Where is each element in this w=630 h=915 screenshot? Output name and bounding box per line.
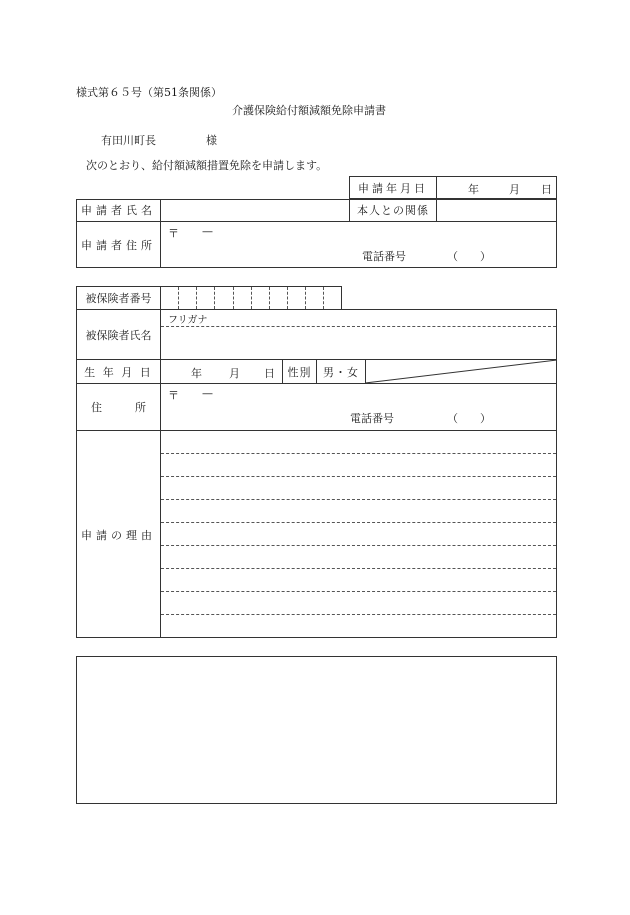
insured-phone-label: 電話番号 — [350, 412, 394, 425]
gender-options[interactable]: 男・女 — [323, 365, 359, 379]
insured-number-label: 被保険者番号 — [85, 292, 152, 305]
insured-address-label: 住 所 — [91, 401, 146, 414]
applicant-phone-parens[interactable]: （ ） — [447, 250, 491, 263]
addressee — [101, 132, 217, 148]
applicant-postal-dash: — — [202, 225, 213, 238]
birth-month[interactable]: 月 — [229, 367, 240, 380]
relation-field[interactable] — [437, 200, 556, 221]
birth-year[interactable]: 年 — [191, 367, 202, 380]
applicant-address-field[interactable] — [161, 222, 556, 267]
birth-day[interactable]: 日 — [264, 367, 275, 380]
document-title: 介護保険給付額減額免除申請書 — [232, 104, 386, 117]
application-date-day[interactable]: 日 — [541, 183, 552, 196]
insured-postal-mark: 〒 — [168, 389, 179, 402]
applicant-name-field[interactable] — [161, 200, 349, 221]
relation-label: 本人との関係 — [357, 204, 429, 217]
form-number: 様式第６５号（第51条関係） — [76, 86, 222, 99]
addressee-name: 有田川町長 — [101, 134, 156, 147]
applicant-address-label: 申請者住所 — [81, 239, 156, 252]
birth-date-label: 生 年 月 日 — [84, 365, 153, 379]
addressee-honorific: 様 — [206, 134, 217, 147]
insured-postal-dash: — — [202, 387, 213, 400]
applicant-postal-mark: 〒 — [168, 227, 179, 240]
gender-label: 性別 — [287, 365, 312, 379]
insured-name-label: 被保険者氏名 — [85, 328, 152, 342]
diagonal-strike — [365, 359, 557, 383]
reason-field[interactable] — [161, 431, 556, 637]
application-date-month[interactable]: 月 — [509, 183, 520, 196]
insured-phone-parens[interactable]: （ ） — [447, 412, 491, 425]
reason-label: 申請の理由 — [81, 528, 156, 542]
applicant-name-label: 申請者氏名 — [81, 204, 156, 217]
intro-text: 次のとおり、給付額減額措置免除を申請します。 — [86, 159, 328, 172]
application-date-label: 申請年月日 — [358, 181, 428, 195]
applicant-phone-label: 電話番号 — [362, 250, 406, 263]
office-use-box[interactable] — [76, 656, 557, 804]
application-date-year[interactable]: 年 — [468, 183, 479, 196]
insured-name-field[interactable] — [161, 327, 556, 359]
furigana-label: フリガナ — [168, 315, 208, 326]
